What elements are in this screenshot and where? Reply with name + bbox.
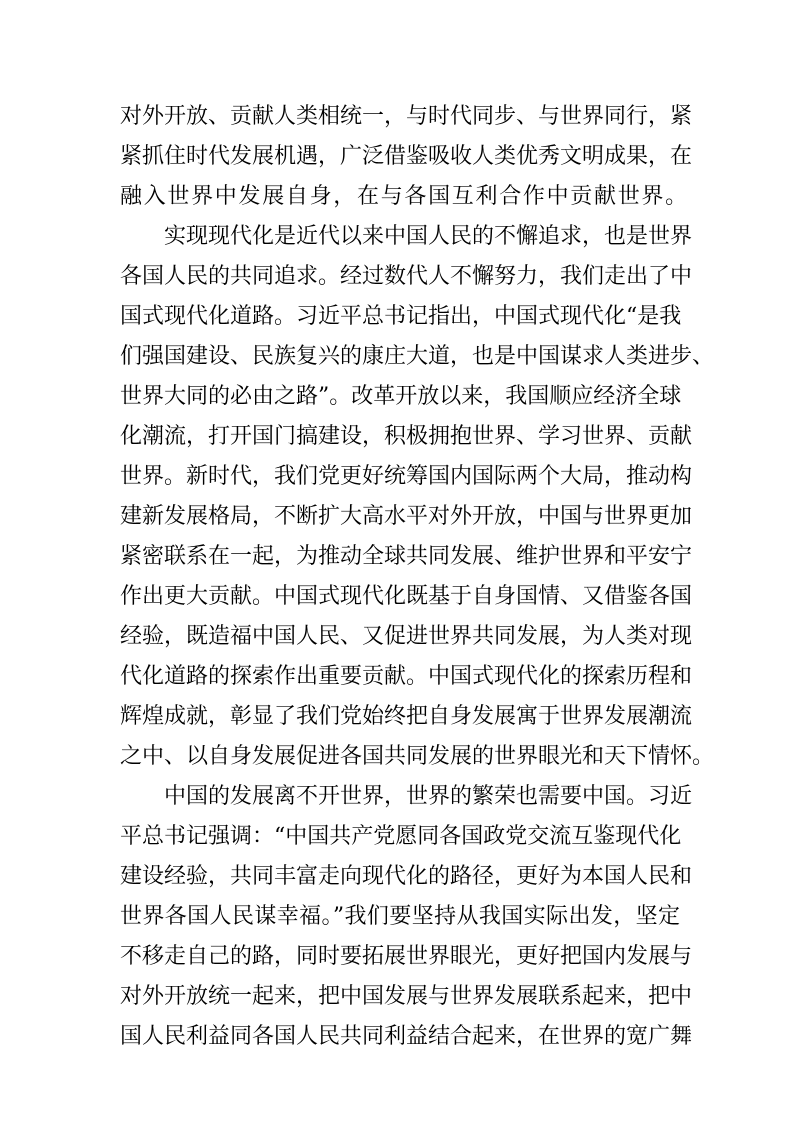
text-line-1: 对外开放、贡献人类相统一，与时代同步、与世界同行，紧 — [120, 104, 693, 129]
text-line-22: 不移走自己的路，同时要拓展世界眼光，更好把国内发展与 — [120, 944, 693, 969]
text-line-16: 辉煌成就，彰显了我们党始终把自身发展寓于世界发展潮流 — [120, 704, 693, 729]
text-line-2: 紧抓住时代发展机遇，广泛借鉴吸收人类优秀文明成果，在 — [120, 144, 693, 169]
text-line-20: 建设经验，共同丰富走向现代化的路径，更好为本国人民和 — [120, 864, 693, 889]
text-line-23: 对外开放统一起来，把中国发展与世界发展联系起来，把中 — [120, 984, 693, 1009]
text-line-17: 之中、以自身发展促进各国共同发展的世界眼光和天下情怀。 — [120, 744, 715, 769]
text-line-5: 各国人民的共同追求。经过数代人不懈努力，我们走出了中 — [120, 264, 693, 289]
text-line-15: 代化道路的探索作出重要贡献。中国式现代化的探索历程和 — [120, 664, 693, 689]
text-line-10: 世界。新时代，我们党更好统筹国内国际两个大局，推动构 — [120, 464, 693, 489]
text-line-14: 经验，既造福中国人民、又促进世界共同发展，为人类对现 — [120, 624, 693, 649]
text-line-6: 国式现代化道路。习近平总书记指出，中国式现代化“是我 — [120, 304, 682, 329]
text-line-7: 们强国建设、民族复兴的康庄大道，也是中国谋求人类进步、 — [120, 344, 715, 369]
text-line-13: 作出更大贡献。中国式现代化既基于自身国情、又借鉴各国 — [120, 584, 693, 609]
text-line-19: 平总书记强调：“中国共产党愿同各国政党交流互鉴现代化 — [120, 824, 682, 849]
text-line-3: 融入世界中发展自身，在与各国互利合作中贡献世界。 — [120, 184, 689, 209]
text-line-9: 化潮流，打开国门搞建设，积极拥抱世界、学习世界、贡献 — [120, 424, 693, 449]
text-line-11: 建新发展格局，不断扩大高水平对外开放，中国与世界更加 — [120, 504, 693, 529]
text-line-21: 世界各国人民谋幸福。”我们要坚持从我国实际出发，坚定 — [120, 904, 680, 929]
text-line-24: 国人民利益同各国人民共同利益结合起来，在世界的宽广舞 — [120, 1024, 693, 1049]
text-line-4: 实现现代化是近代以来中国人民的不懈追求，也是世界 — [164, 224, 693, 249]
text-line-8: 世界大同的必由之路”。改革开放以来，我国顺应经济全球 — [120, 384, 682, 409]
text-line-12: 紧密联系在一起，为推动全球共同发展、维护世界和平安宁 — [120, 544, 693, 569]
text-line-18: 中国的发展离不开世界，世界的繁荣也需要中国。习近 — [164, 784, 693, 809]
